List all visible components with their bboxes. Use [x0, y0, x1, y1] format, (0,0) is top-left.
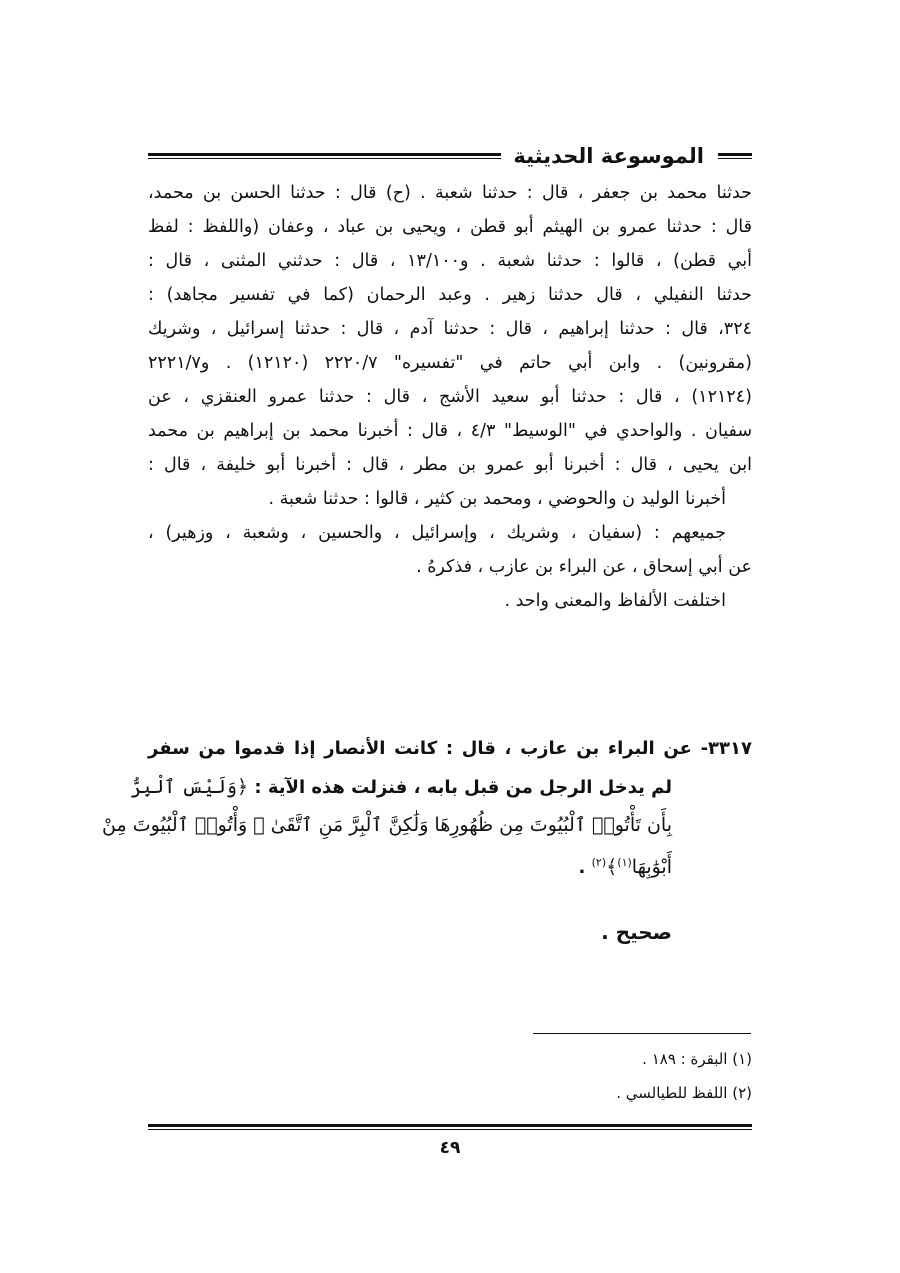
text-line: حدثنا محمد بن جعفر ، قال : حدثنا شعبة . (ح) قال : حدثنا الحسن بن محمد،	[148, 183, 752, 203]
hadith-line	[148, 844, 752, 882]
text-line: ابن يحيى ، قال : أخبرنا أبو عمرو بن مطر ، قال : أخبرنا أبو خليفة ، قال :	[148, 455, 752, 475]
text-line: أبي قطن) ، قالوا : حدثنا شعبة . و١٣/١٠٠ ، قال : حدثني المثنى ، قال :	[148, 251, 752, 271]
text-line: عن أبي إسحاق ، عن البراء بن عازب ، فذكرهُ .	[416, 557, 752, 577]
footnote-ref-2: (٢)	[591, 856, 607, 869]
header-long-rule	[148, 153, 501, 159]
quran-close-bracket: ﴾	[606, 856, 618, 878]
hadith-end: .	[578, 857, 592, 878]
quran-verse: بِأَن تَأْتُوا۟ ٱلْبُيُوتَ مِن ظُهُورِهَا وَلَٰكِنَّ ٱلْبِرَّ مَنِ ٱتَّقَىٰ ۗ وَأْتُوا۟ ٱلْبُيُوتَ مِنْ	[102, 814, 672, 836]
hadith-text: لم يدخل الرجل من قبل بابه ، فنزلت هذه الآية :	[254, 777, 672, 798]
running-title: الموسوعة الحديثية	[513, 144, 704, 168]
hadith-grade: صحيح .	[601, 920, 672, 944]
footnote-2: (٢) اللفظ للطيالسي .	[616, 1084, 752, 1102]
text-line: حدثنا النفيلي ، قال حدثنا زهير . وعبد الرحمان (كما في تفسير مجاهد) :	[148, 285, 752, 305]
footer-rule	[148, 1124, 752, 1130]
footnotes	[148, 1042, 752, 1110]
footnote-separator	[533, 1033, 751, 1034]
page-number: ٤٩	[439, 1138, 461, 1158]
text-line: جميعهم : (سفيان ، وشريك ، وإسرائيل ، والحسين ، وشعبة ، وزهير) ،	[148, 523, 726, 543]
quran-verse: أَبْوَٰبِهَا	[631, 856, 672, 878]
footnote-ref-1: (١)	[617, 856, 632, 869]
hadith-line	[130, 768, 752, 806]
hadith-3317	[102, 730, 752, 882]
text-line: (مقرونين) . وابن أبي حاتم في "تفسيره" ٢٢٢٠/٧ (١٢١٢٠) . و٢٢٢١/٧	[148, 353, 753, 373]
footnote-1: (١) البقرة : ١٨٩ .	[642, 1050, 752, 1068]
page-header	[148, 138, 752, 174]
text-line: اختلفت الألفاظ والمعنى واحد .	[504, 591, 726, 611]
header-short-rule	[718, 153, 752, 159]
text-line: (١٢١٢٤) ، قال : حدثنا أبو سعيد الأشج ، قال : حدثنا عمرو العنقزي ، عن	[148, 387, 752, 407]
takhrij-text	[148, 176, 752, 618]
quran-verse: ﴿وَلَيْسَ ٱلْبِرُّ	[130, 776, 249, 798]
text-line: أخبرنا الوليد ن والحوضي ، ومحمد بن كثير ، قالوا : حدثنا شعبة .	[268, 489, 726, 509]
text-line: قال : حدثنا عمرو بن الهيثم أبو قطن ، ويحيى بن عباد ، وعفان (واللفظ : لفظ	[148, 217, 752, 237]
text-line: سفيان . والواحدي في "الوسيط" ٤/٣ ، قال : أخبرنا محمد بن إبراهيم بن محمد	[148, 421, 752, 441]
text-line: ٣٢٤، قال : حدثنا إبراهيم ، قال : حدثنا آدم ، قال : حدثنا إسرائيل ، وشريك	[148, 319, 752, 339]
hadith-line: ٣٣١٧- عن البراء بن عازب ، قال : كانت الأنصار إذا قدموا من سفر	[148, 738, 752, 759]
